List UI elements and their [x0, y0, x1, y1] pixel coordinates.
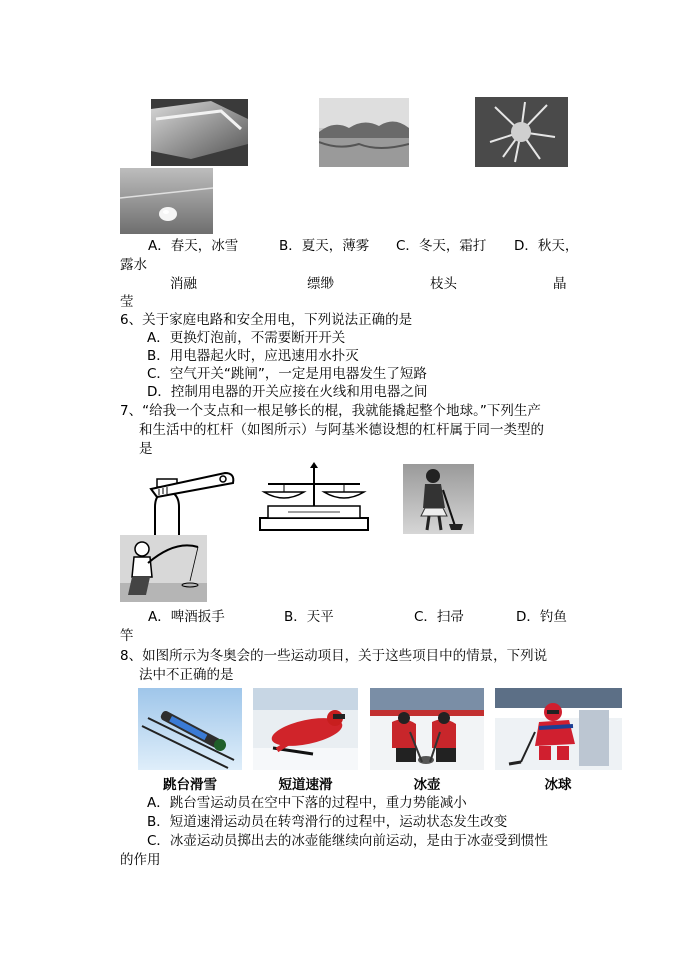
sweeping-broom-figure	[403, 464, 474, 534]
bottle-opener-figure	[137, 467, 237, 537]
q7-stem-line-2: 和生活中的杠杆（如图所示）与阿基米德设想的杠杆属于同一类型的	[139, 422, 544, 438]
q5-option-a-cont: 消融	[170, 276, 197, 292]
q5-option-c-cont: 枝头	[430, 276, 457, 292]
ice-melting-photo	[151, 99, 248, 166]
q6-option-a: A．更换灯泡前，不需要断开开关	[147, 330, 346, 346]
q8-option-b: B．短道速滑运动员在转弯滑行的过程中，运动状态发生改变	[147, 814, 508, 830]
q7-stem-line-1: 7、“给我一个支点和一根足够长的棍，我就能撬起整个地球。”下列生产	[120, 403, 541, 419]
q8-stem-line-1: 8、如图所示为冬奥会的一些运动项目，关于这些项目中的情景，下列说	[120, 648, 548, 664]
curling-photo	[370, 688, 484, 770]
q6-option-b: B．用电器起火时，应迅速用水扑灭	[147, 348, 359, 364]
q8-wrap-text: 的作用	[120, 852, 161, 868]
caption-ski-jumping: 跳台滑雪	[163, 777, 217, 793]
short-track-photo	[253, 688, 358, 770]
q8-stem-line-2: 法中不正确的是	[139, 667, 234, 683]
q5-wrap-text: 露水	[120, 257, 147, 273]
balance-scale-figure	[258, 462, 370, 532]
q7-option-c: C．扫帚	[414, 609, 464, 625]
q7-option-d: D．钓鱼	[516, 609, 567, 625]
frost-photo	[475, 97, 568, 167]
q5-option-d-cont: 晶	[553, 276, 567, 292]
ski-jumping-photo	[138, 688, 242, 770]
q7-stem-line-3: 是	[139, 441, 153, 457]
q6-option-c: C．空气开关“跳闸”，一定是用电器发生了短路	[147, 366, 427, 382]
caption-curling: 冰壶	[413, 777, 441, 793]
ice-hockey-photo	[495, 688, 622, 770]
mist-lake-photo	[319, 98, 409, 167]
caption-ice-hockey: 冰球	[544, 777, 572, 793]
q7-option-b: B．天平	[284, 609, 334, 625]
q5-option-a: A．春天，冰雪	[148, 238, 239, 254]
q6-option-d: D．控制用电器的开关应接在火线和用电器之间	[147, 384, 428, 400]
q7-option-a: A．啤酒扳手	[148, 609, 225, 625]
q6-stem: 6、关于家庭电路和安全用电，下列说法正确的是	[120, 312, 413, 328]
q8-option-a: A．跳台雪运动员在空中下落的过程中，重力势能减小	[147, 795, 467, 811]
caption-short-track: 短道速滑	[278, 777, 333, 793]
q5-option-b-cont: 缥缈	[307, 276, 334, 292]
q5-wrap-text-2: 莹	[120, 294, 134, 310]
dew-drop-photo	[120, 168, 213, 234]
fishing-rod-figure	[120, 535, 207, 602]
q8-option-c: C．冰壶运动员掷出去的冰壶能继续向前运动，是由于冰壶受到惯性	[147, 833, 548, 849]
q5-option-d: D．秋天，	[514, 238, 579, 254]
q5-option-c: C．冬天，霜打	[396, 238, 487, 254]
q5-option-b: B．夏天，薄雾	[279, 238, 370, 254]
q7-wrap-text: 竿	[120, 628, 134, 644]
